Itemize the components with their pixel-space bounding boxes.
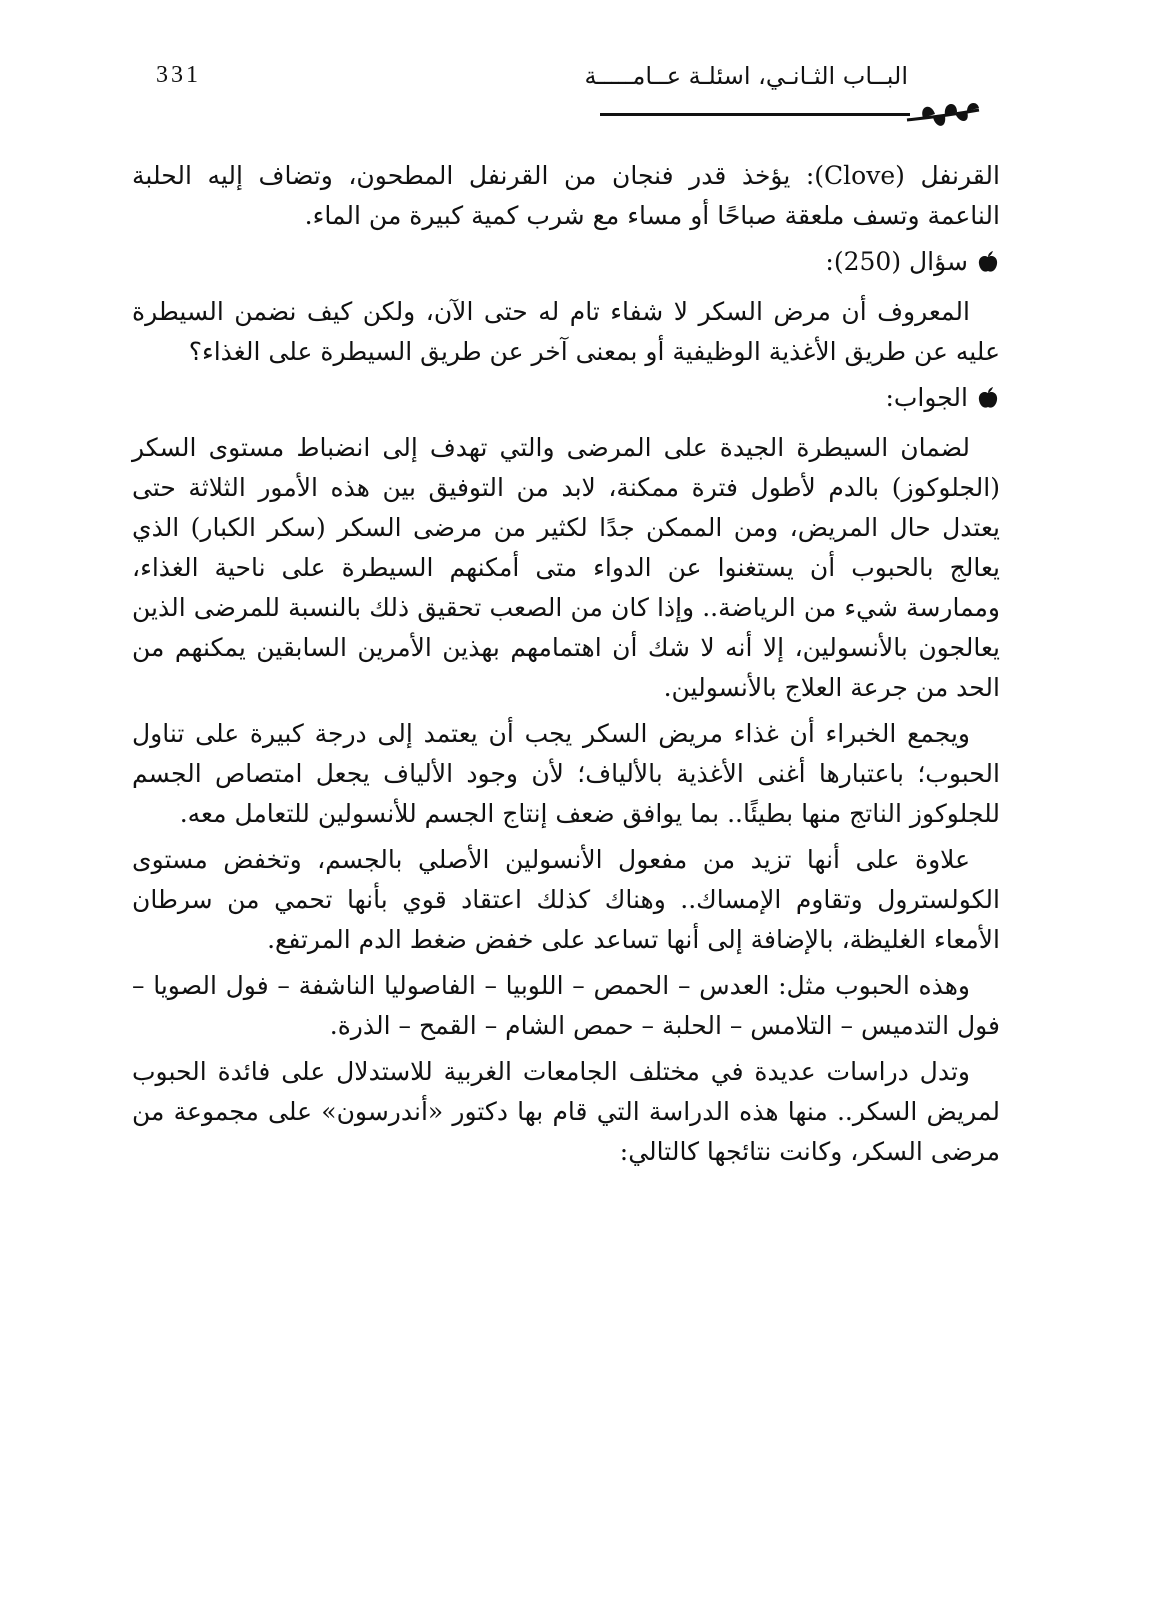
paragraph-answer-3: علاوة على أنها تزيد من مفعول الأنسولين الأصلي بالجسم، وتخفض مستوى الكولسترول وتقاوم الإمساك.. وهناك كذلك اعتقاد قوي بأنها تحمي من سرطان الأمعاء الغليظة، بالإضافة إلى أنها تساعد على خفض ضغط الدم المرتفع. [132, 845, 1000, 954]
page-body [132, 156, 1000, 1178]
answer-label: الجواب: [885, 383, 968, 412]
question-heading [132, 242, 1000, 282]
paragraph-studies: وتدل دراسات عديدة في مختلف الجامعات الغربية للاستدلال على فائدة الحبوب لمريض السكر.. منها هذه الدراسة التي قام بها دكتور «أندرسون» على مجموعة من مرضى السكر، وكانت نتائجها كالتالي: [132, 1057, 1000, 1166]
header-rule [600, 113, 910, 116]
paragraph-grains-list: وهذه الحبوب مثل: العدس – الحمص – اللوبيا – الفاصوليا الناشفة – فول الصويا – فول التدميس – التلامس – الحلبة – حمص الشام – القمح – الذرة. [132, 971, 1000, 1040]
question-label: سؤال (250): [825, 247, 968, 276]
paragraph-clove: القرنفل (Clove): يؤخذ قدر فنجان من القرنفل المطحون، وتضاف إليه الحلبة الناعمة وتسف ملعقة صباحًا أو مساء مع شرب كمية كبيرة من الماء. [132, 161, 1000, 230]
page-number: 331 [156, 62, 201, 88]
paragraph-answer-2: ويجمع الخبراء أن غذاء مريض السكر يجب أن يعتمد إلى درجة كبيرة على تناول الحبوب؛ باعتبارها أغنى الأغذية بالألياف؛ لأن وجود الألياف يجعل امتصاص الجسم للجلوكوز الناتج منها بطيئًا.. بما يوافق ضعف إنتاج الجسم للأنسولين للتعامل معه. [132, 719, 1000, 828]
paragraph-answer-1: لضمان السيطرة الجيدة على المرضى والتي تهدف إلى انضباط مستوى السكر (الجلوكوز) بالدم لأطول فترة ممكنة، لابد من التوفيق بين هذه الأمور الثلاثة حتى يعتدل حال المريض، ومن الممكن جدًا لكثير من مرضى السكر (سكر الكبار) الذي يعالج بالحبوب أن يستغنوا عن الدواء متى أمكنهم السيطرة على ناحية الغذاء، وممارسة شيء من الرياضة.. وإذا كان من الصعب تحقيق ذلك بالنسبة للمرضى الذين يعالجون بالأنسولين، إلا أنه لا شك أن اهتمامهم بهذين الأمرين السابقين يمكنهم من الحد من جرعة العلاج بالأنسولين. [132, 433, 1000, 702]
leaf-ornament-icon [905, 96, 981, 136]
running-header-title: البــاب الثـانـي، اسئلـة عــامـــــة [584, 62, 908, 90]
apple-bullet-icon [978, 387, 998, 409]
answer-heading [132, 378, 1000, 418]
apple-bullet-icon [978, 251, 998, 273]
paragraph-question: المعروف أن مرض السكر لا شفاء تام له حتى الآن، ولكن كيف نضمن السيطرة عليه عن طريق الأغذية الوظيفية أو بمعنى آخر عن طريق السيطرة على الغذاء؟ [132, 297, 1000, 366]
